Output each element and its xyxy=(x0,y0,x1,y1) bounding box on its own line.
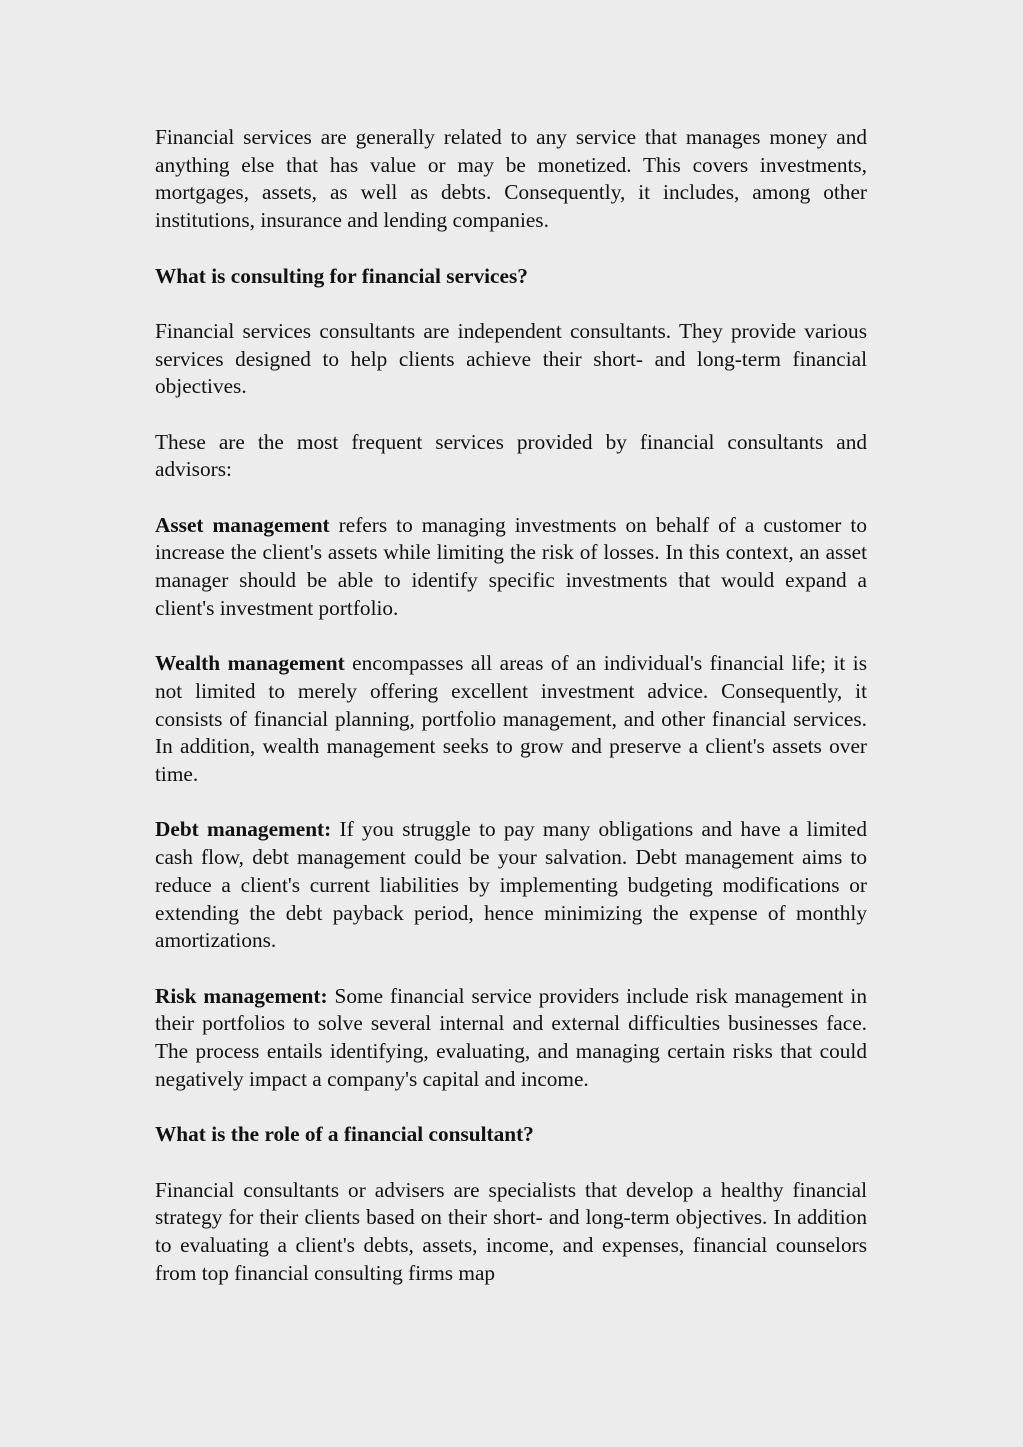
wealth-management-paragraph xyxy=(155,650,867,789)
debt-management-term: Debt management: xyxy=(155,817,332,842)
asset-management-paragraph xyxy=(155,512,867,623)
role-paragraph: Financial consultants or advisers are specialists that develop a healthy financial strategy for their clients based on their short- and long-term objectives. In addition to evaluating a client's debts, assets, income, and expenses, financial counselors from top financial consulting firms map xyxy=(155,1177,867,1285)
risk-management-term: Risk management: xyxy=(155,983,328,1008)
intro-paragraph: Financial services are generally related to any service that manages money and anything else that has value or may be monetized. This covers investments, mortgages, assets, as well as debts. Consequently, it includes, among other institutions, insurance and lending companies. xyxy=(155,125,867,233)
consulting-heading: What is consulting for financial services? xyxy=(155,263,528,288)
asset-management-text: refers to managing investments on behalf of a customer to increase the client's assets while limiting the risk of losses. In this context, an asset manager should be able to identify specific investments that would expand a client's investment portfolio. xyxy=(155,512,867,620)
debt-management-text: If you struggle to pay many obligations and have a limited cash flow, debt management could be your salvation. Debt management aims to reduce a client's current liabilities by implementing budgeting modifications or extending the debt payback period, hence minimizing the expense of monthly amortizations. xyxy=(155,817,867,953)
role-heading: What is the role of a financial consultant? xyxy=(155,1122,534,1147)
consulting-paragraph: Financial services consultants are independent consultants. They provide various services designed to help clients achieve their short- and long-term financial objectives. xyxy=(155,318,867,399)
risk-management-text: Some financial service providers include risk management in their portfolios to solve several internal and external difficulties businesses face. The process entails identifying, evaluating, and managing certain risks that could negatively impact a company's capital and income. xyxy=(155,983,867,1091)
services-intro-paragraph: These are the most frequent services provided by financial consultants and advisors: xyxy=(155,429,867,482)
risk-management-paragraph xyxy=(155,983,867,1094)
asset-management-term: Asset management xyxy=(155,512,330,537)
document-body xyxy=(155,124,867,1315)
debt-management-paragraph xyxy=(155,816,867,955)
wealth-management-text: encompasses all areas of an individual's financial life; it is not limited to merely offering excellent investment advice. Consequently, it consists of financial planning, portfolio management, and other financial services. In addition, wealth management seeks to grow and preserve a client's assets over time. xyxy=(155,651,867,787)
wealth-management-term: Wealth management xyxy=(155,651,345,676)
